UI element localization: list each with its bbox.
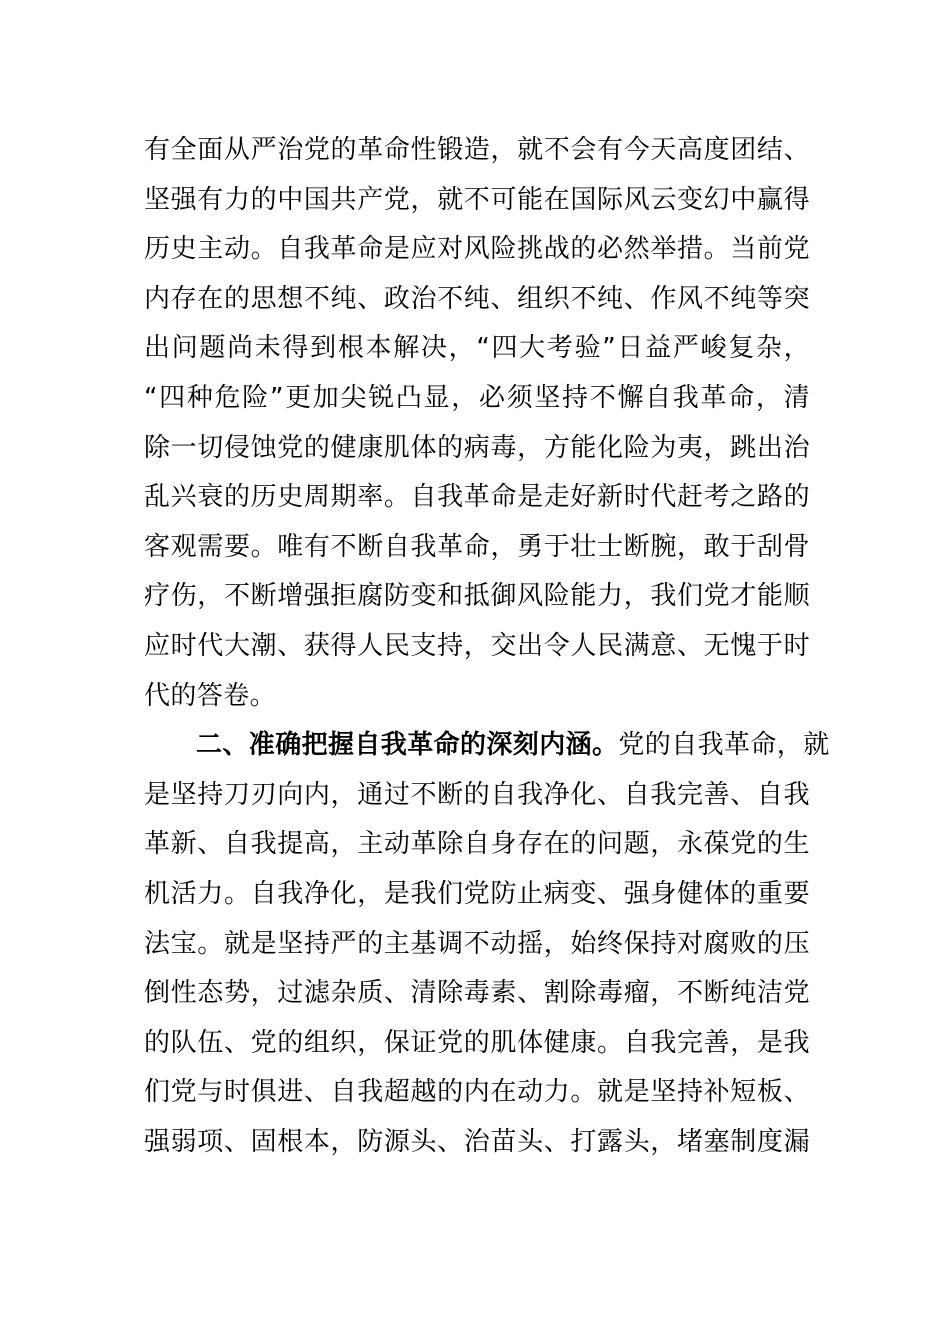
text-line: 的队伍、党的组织，保证党的肌体健康。自我完善，是我 — [144, 1027, 810, 1058]
text-line: 出问题尚未得到根本解决，“四大考验”日益严峻复杂， — [144, 333, 810, 364]
text-line: “四种危险”更加尖锐凸显，必须坚持不懈自我革命，清 — [144, 382, 810, 413]
text-line: 乱兴衰的历史周期率。自我革命是走好新时代赶考之路的 — [144, 482, 810, 513]
text-line: 客观需要。唯有不断自我革命，勇于壮士断腕，敢于刮骨 — [144, 531, 810, 562]
text-line: 疗伤，不断增强拒腐防变和抵御风险能力，我们党才能顺 — [144, 581, 810, 612]
paragraph-1 — [144, 126, 810, 721]
text-line: 内存在的思想不纯、政治不纯、组织不纯、作风不纯等突 — [144, 283, 810, 314]
text-line: 机活力。自我净化，是我们党防止病变、强身健体的重要 — [144, 878, 810, 909]
text-line: 代的答卷。 — [144, 680, 277, 711]
text-line: 法宝。就是坚持严的主基调不动摇，始终保持对腐败的压 — [144, 928, 810, 959]
text-line: 强弱项、固根本，防源头、治苗头、打露头，堵塞制度漏 — [144, 1126, 810, 1157]
text-line: 是坚持刀刃向内，通过不断的自我净化、自我完善、自我 — [144, 779, 810, 810]
text-line: 除一切侵蚀党的健康肌体的病毒，方能化险为夷，跳出治 — [144, 432, 810, 463]
text-line: 应时代大潮、获得人民支持，交出令人民满意、无愧于时 — [144, 630, 810, 661]
section-heading: 二、准确把握自我革命的深刻内涵。 — [196, 730, 619, 761]
section-heading-continuation: 党的自我革命，就 — [618, 730, 830, 761]
paragraph-2 — [144, 721, 830, 1167]
text-line: 倒性态势，过滤杂质、清除毒素、割除毒瘤，不断纯洁党 — [144, 978, 810, 1009]
text-line: 革新、自我提高，主动革除自身存在的问题，永葆党的生 — [144, 829, 810, 860]
section-heading-line — [144, 721, 830, 771]
text-line: 坚强有力的中国共产党，就不可能在国际风云变幻中赢得 — [144, 184, 810, 215]
text-line: 历史主动。自我革命是应对风险挑战的必然举措。当前党 — [144, 234, 810, 265]
text-line: 有全面从严治党的革命性锻造，就不会有今天高度团结、 — [144, 135, 810, 165]
body-text — [144, 126, 830, 1167]
text-line: 们党与时俱进、自我超越的内在动力。就是坚持补短板、 — [144, 1077, 810, 1108]
